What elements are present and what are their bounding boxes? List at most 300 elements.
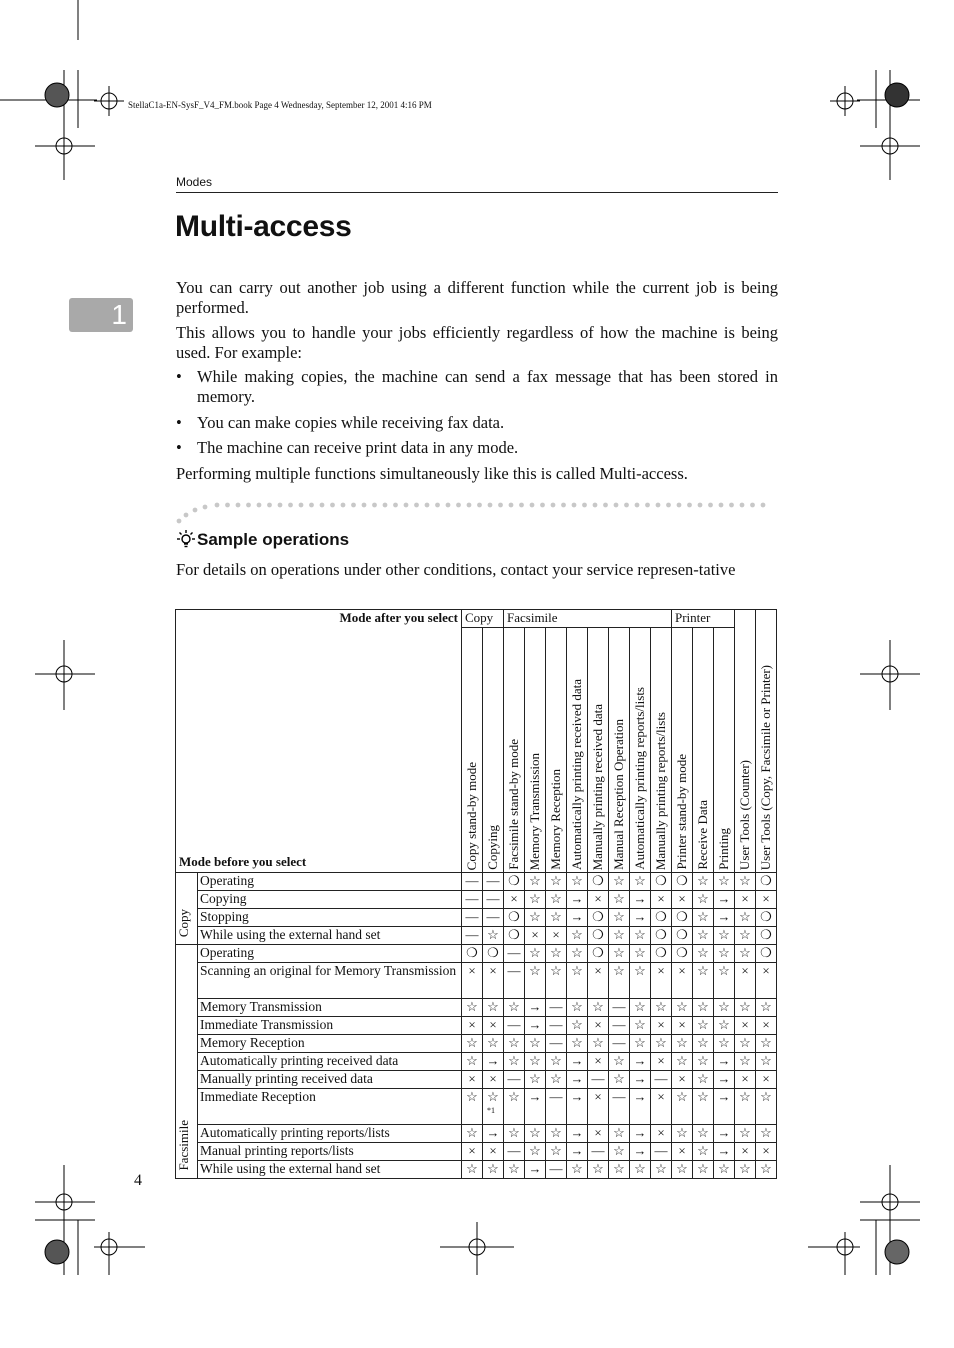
table-cell	[672, 1017, 693, 1035]
table-cell	[630, 1017, 651, 1035]
cell-symbol: ☆	[550, 909, 562, 924]
table-cell	[693, 927, 714, 945]
table-cell	[630, 963, 651, 999]
table-cell	[735, 1089, 756, 1125]
table-cell	[483, 963, 504, 999]
table-cell	[714, 999, 735, 1017]
table-cell	[504, 999, 525, 1017]
table-cell	[735, 963, 756, 999]
cell-symbol: →	[633, 1143, 647, 1158]
cell-symbol: →	[570, 891, 584, 906]
cell-symbol: ☆	[634, 1161, 646, 1176]
cell-symbol: ☆	[487, 1035, 499, 1050]
table-cell	[693, 873, 714, 891]
cell-symbol: —	[549, 1035, 563, 1050]
cell-symbol: ☆	[739, 1089, 751, 1104]
row-label: Memory Transmission	[198, 999, 462, 1017]
cell-symbol: →	[570, 1143, 584, 1158]
footnote-mark: *1	[487, 1106, 495, 1115]
cell-symbol: ×	[531, 927, 539, 942]
table-cell	[672, 1161, 693, 1179]
table-cell	[504, 909, 525, 927]
table-cell	[546, 1161, 567, 1179]
table-cell	[525, 1035, 546, 1053]
table-cell	[525, 963, 546, 999]
row-label: Manual printing reports/lists	[198, 1143, 462, 1161]
cell-symbol: ×	[489, 963, 497, 978]
cell-symbol: ☆	[613, 1071, 625, 1086]
table-cell	[735, 927, 756, 945]
cell-symbol: →	[570, 909, 584, 924]
table-cell	[630, 927, 651, 945]
table-cell	[630, 909, 651, 927]
table-cell	[756, 1143, 777, 1161]
chapter-tab	[69, 298, 133, 332]
cell-symbol: —	[612, 1017, 626, 1032]
cell-symbol: ☆	[760, 1053, 772, 1068]
cell-symbol: —	[507, 963, 521, 978]
cell-symbol: ❍	[760, 945, 772, 960]
cell-symbol: ☆	[697, 1053, 709, 1068]
table-cell	[588, 963, 609, 999]
table-row	[176, 891, 777, 909]
table-cell	[588, 1071, 609, 1089]
table-cell	[546, 927, 567, 945]
table-cell	[483, 1071, 504, 1089]
cell-symbol: ☆	[508, 1035, 520, 1050]
cell-symbol: ☆	[613, 891, 625, 906]
table-cell	[735, 873, 756, 891]
table-cell	[609, 1035, 630, 1053]
cell-symbol: ☆	[550, 873, 562, 888]
table-cell	[504, 1125, 525, 1143]
cell-symbol: ☆	[571, 1017, 583, 1032]
table-cell	[651, 1053, 672, 1071]
cell-symbol: ☆	[655, 1161, 667, 1176]
tip-heading: Sample operations	[197, 530, 350, 549]
table-cell	[588, 999, 609, 1017]
table-cell	[735, 999, 756, 1017]
cell-symbol: ☆	[739, 909, 751, 924]
column-header: Facsimile stand-by mode	[504, 628, 525, 873]
table-cell	[693, 1143, 714, 1161]
cell-symbol: ☆	[697, 945, 709, 960]
cell-symbol: →	[633, 1125, 647, 1140]
table-cell	[714, 963, 735, 999]
column-header: Memory Reception	[546, 628, 567, 873]
table-row	[176, 909, 777, 927]
table-row	[176, 963, 777, 999]
cell-symbol: ×	[657, 1125, 665, 1140]
cell-symbol: ☆	[466, 1053, 478, 1068]
table-cell	[462, 891, 483, 909]
intro-paragraph-2: This allows you to handle your jobs efficiently regardless of how the machine is being used. For example:	[176, 323, 778, 362]
table-cell	[672, 1089, 693, 1125]
table-cell	[609, 1125, 630, 1143]
cell-symbol: ☆	[571, 963, 583, 978]
cell-symbol: ×	[657, 1089, 665, 1104]
cell-symbol: ☆	[676, 1089, 688, 1104]
table-cell	[546, 1035, 567, 1053]
table-cell	[525, 891, 546, 909]
table-cell	[483, 873, 504, 891]
cell-symbol: ☆	[760, 1125, 772, 1140]
cell-symbol: ❍	[760, 927, 772, 942]
cell-symbol: ☆	[739, 1161, 751, 1176]
cell-symbol: ❍	[508, 873, 520, 888]
cell-symbol: ×	[468, 1143, 476, 1158]
mode-after-label: Mode after you select	[339, 610, 458, 625]
intro-paragraph-3: Performing multiple functions simultaneously like this is called Multi-access.	[176, 463, 688, 483]
bullet-item: • The machine can receive print data in any mode.	[176, 438, 778, 458]
cell-symbol: ☆	[613, 1161, 625, 1176]
cell-symbol: ☆	[529, 963, 541, 978]
table-cell	[651, 1143, 672, 1161]
cell-symbol: ×	[741, 1143, 749, 1158]
table-cell	[462, 927, 483, 945]
table-cell	[483, 927, 504, 945]
cell-symbol: ☆	[634, 873, 646, 888]
row-group-copy: Copy	[176, 873, 198, 945]
intro-paragraph-1: You can carry out another job using a different function while the current job is being performed.	[176, 278, 778, 317]
table-cell	[693, 891, 714, 909]
table-cell	[609, 1161, 630, 1179]
table-cell	[609, 999, 630, 1017]
cell-symbol: →	[486, 1125, 500, 1140]
cell-symbol: ☆	[655, 999, 667, 1014]
column-header: Copy stand-by mode	[462, 628, 483, 873]
row-label: Automatically printing reports/lists	[198, 1125, 462, 1143]
table-cell	[672, 1143, 693, 1161]
table-cell	[609, 1017, 630, 1035]
cell-symbol: ×	[468, 1071, 476, 1086]
cell-symbol: ☆	[487, 1161, 499, 1176]
cell-symbol: →	[528, 1161, 542, 1176]
table-cell	[567, 1125, 588, 1143]
table-cell	[588, 891, 609, 909]
table-cell	[525, 1143, 546, 1161]
table-cell	[735, 1017, 756, 1035]
table-cell	[525, 945, 546, 963]
row-label: Manually printing received data	[198, 1071, 462, 1089]
cell-symbol: ×	[594, 1089, 602, 1104]
cell-symbol: ❍	[592, 945, 604, 960]
column-header: Printing	[714, 628, 735, 873]
cell-symbol: ❍	[676, 909, 688, 924]
table-cell	[735, 1071, 756, 1089]
cell-symbol: ☆	[466, 999, 478, 1014]
table-row	[176, 1053, 777, 1071]
cell-symbol: ☆	[739, 1035, 751, 1050]
cell-symbol: →	[717, 1071, 731, 1086]
cell-symbol: ❍	[592, 909, 604, 924]
cell-symbol: —	[465, 909, 479, 924]
cell-symbol: —	[654, 1143, 668, 1158]
cell-symbol: ×	[594, 963, 602, 978]
cell-symbol: ☆	[718, 927, 730, 942]
cell-symbol: ☆	[718, 873, 730, 888]
table-cell	[567, 1035, 588, 1053]
cell-symbol: —	[654, 1071, 668, 1086]
table-cell	[756, 927, 777, 945]
table-cell	[546, 1143, 567, 1161]
cell-symbol: ☆	[697, 1017, 709, 1032]
cell-symbol: ☆	[529, 891, 541, 906]
table-cell	[504, 927, 525, 945]
cell-symbol: ❍	[655, 909, 667, 924]
table-cell	[756, 1125, 777, 1143]
cell-symbol: —	[591, 1071, 605, 1086]
cell-symbol: ❍	[655, 873, 667, 888]
cell-symbol: —	[486, 909, 500, 924]
table-cell	[483, 945, 504, 963]
cell-symbol: ☆	[529, 873, 541, 888]
table-cell	[672, 909, 693, 927]
table-cell	[630, 873, 651, 891]
table-cell	[693, 1035, 714, 1053]
cell-symbol: ❍	[760, 873, 772, 888]
table-cell	[693, 1071, 714, 1089]
table-cell	[567, 1161, 588, 1179]
row-label: Immediate Reception	[198, 1089, 462, 1125]
cell-symbol: —	[507, 1071, 521, 1086]
table-cell	[588, 1053, 609, 1071]
table-cell	[567, 1017, 588, 1035]
cell-symbol: ☆	[508, 1125, 520, 1140]
table-cell	[735, 1053, 756, 1071]
table-cell	[525, 873, 546, 891]
cell-symbol: ❍	[760, 909, 772, 924]
table-cell	[483, 909, 504, 927]
cell-symbol: ❍	[487, 945, 499, 960]
table-cell	[630, 1035, 651, 1053]
cell-symbol: ☆	[655, 1035, 667, 1050]
cell-symbol: ☆	[613, 873, 625, 888]
cell-symbol: ☆	[571, 873, 583, 888]
table-cell	[630, 1071, 651, 1089]
cell-symbol: ×	[762, 1071, 770, 1086]
cell-symbol: —	[612, 1035, 626, 1050]
mode-before-label: Mode before you select	[179, 854, 307, 869]
cell-symbol: ❍	[508, 909, 520, 924]
cell-symbol: →	[570, 1053, 584, 1068]
intro-text	[176, 278, 778, 483]
cell-symbol: ☆	[529, 1053, 541, 1068]
table-cell	[546, 1053, 567, 1071]
table-cell	[609, 873, 630, 891]
dotted-divider	[176, 500, 778, 530]
cell-symbol: ☆	[550, 1125, 562, 1140]
cell-symbol: →	[633, 1089, 647, 1104]
table-cell	[672, 891, 693, 909]
cell-symbol: ☆	[676, 1053, 688, 1068]
table-cell	[714, 1143, 735, 1161]
table-cell	[672, 927, 693, 945]
table-cell	[714, 1089, 735, 1125]
table-cell	[504, 873, 525, 891]
header-rule	[176, 192, 778, 193]
cell-symbol: ☆	[550, 945, 562, 960]
cell-symbol: —	[612, 999, 626, 1014]
cell-symbol: ☆	[718, 963, 730, 978]
cell-symbol: ☆	[697, 909, 709, 924]
cell-symbol: ☆	[697, 927, 709, 942]
cell-symbol: →	[528, 999, 542, 1014]
bullet-item: • You can make copies while receiving fax data.	[176, 413, 778, 433]
cell-symbol: ☆	[697, 999, 709, 1014]
table-cell	[735, 1035, 756, 1053]
table-cell	[693, 1053, 714, 1071]
table-cell	[483, 1161, 504, 1179]
table-cell	[693, 1161, 714, 1179]
table-cell	[693, 999, 714, 1017]
table-row	[176, 1161, 777, 1179]
cell-symbol: ×	[741, 963, 749, 978]
cell-symbol: ☆	[508, 999, 520, 1014]
table-cell	[525, 1017, 546, 1035]
cell-symbol: ☆	[676, 1035, 688, 1050]
table-corner-header	[176, 610, 462, 873]
column-header: Manual Reception Operation	[609, 628, 630, 873]
table-cell	[756, 873, 777, 891]
table-cell	[567, 963, 588, 999]
cell-symbol: ☆	[613, 1053, 625, 1068]
cell-symbol: ×	[489, 1143, 497, 1158]
table-cell	[630, 1053, 651, 1071]
column-header: Manually printing reports/lists	[651, 628, 672, 873]
table-row	[176, 1035, 777, 1053]
table-cell	[672, 1053, 693, 1071]
cell-symbol: ☆	[634, 1017, 646, 1032]
cell-symbol: ☆	[529, 1071, 541, 1086]
table-cell	[462, 873, 483, 891]
table-cell	[504, 1143, 525, 1161]
table-cell	[525, 927, 546, 945]
cell-symbol: ❍	[676, 945, 688, 960]
table-cell	[525, 909, 546, 927]
cell-symbol: →	[717, 909, 731, 924]
table-cell	[462, 1089, 483, 1125]
table-cell	[483, 1143, 504, 1161]
table-cell	[630, 999, 651, 1017]
table-row	[176, 1143, 777, 1161]
table-cell	[567, 873, 588, 891]
table-cell	[756, 1071, 777, 1089]
cell-symbol: ×	[468, 963, 476, 978]
cell-symbol: →	[717, 891, 731, 906]
table-cell	[609, 963, 630, 999]
cell-symbol: ☆	[697, 891, 709, 906]
table-cell	[462, 963, 483, 999]
table-cell	[462, 999, 483, 1017]
cell-symbol: ❍	[655, 945, 667, 960]
table-cell	[630, 1161, 651, 1179]
cell-symbol: ☆	[760, 1161, 772, 1176]
table-cell	[588, 1125, 609, 1143]
column-header: Automatically printing received data	[567, 628, 588, 873]
table-cell	[735, 1143, 756, 1161]
cell-symbol: ☆	[634, 963, 646, 978]
cell-symbol: →	[717, 1143, 731, 1158]
group-header-printer: Printer	[672, 610, 735, 628]
table-cell	[756, 963, 777, 999]
cell-symbol: ☆	[634, 1035, 646, 1050]
row-label: While using the external hand set	[198, 1161, 462, 1179]
table-cell	[588, 909, 609, 927]
table-cell	[693, 945, 714, 963]
row-label: Operating	[198, 945, 462, 963]
table-cell	[462, 1017, 483, 1035]
chapter-number: 1	[111, 299, 127, 330]
cell-symbol: ☆	[487, 927, 499, 942]
table-cell	[588, 927, 609, 945]
cell-symbol: ×	[678, 1017, 686, 1032]
cell-symbol: ×	[678, 891, 686, 906]
cell-symbol: ☆	[634, 945, 646, 960]
cell-symbol: ❍	[592, 873, 604, 888]
cell-symbol: ☆	[613, 927, 625, 942]
cell-symbol: ☆	[760, 1035, 772, 1050]
bullet-item: • While making copies, the machine can send a fax message that has been stored in memory.	[176, 367, 778, 406]
cell-symbol: ☆	[508, 1053, 520, 1068]
column-header: Manually printing received data	[588, 628, 609, 873]
book-header: StellaC1a-EN-SysF_V4_FM.book Page 4 Wednesday, September 12, 2001 4:16 PM	[128, 100, 432, 110]
cell-symbol: ☆	[487, 999, 499, 1014]
cell-symbol: ☆	[592, 999, 604, 1014]
cell-symbol: ☆	[550, 963, 562, 978]
table-cell	[609, 891, 630, 909]
table-cell	[546, 873, 567, 891]
table-cell	[693, 1089, 714, 1125]
cell-symbol: ×	[678, 963, 686, 978]
page-title: Multi-access	[175, 210, 352, 243]
cell-symbol: —	[507, 945, 521, 960]
table-cell	[609, 1071, 630, 1089]
cell-symbol: ☆	[718, 999, 730, 1014]
cell-symbol: ☆	[634, 999, 646, 1014]
table-cell	[462, 1161, 483, 1179]
table-cell	[525, 1125, 546, 1143]
cell-symbol: →	[633, 1071, 647, 1086]
table-cell	[630, 945, 651, 963]
cell-symbol: ☆	[529, 1035, 541, 1050]
row-label: Stopping	[198, 909, 462, 927]
table-cell	[462, 909, 483, 927]
cell-symbol: ×	[678, 1071, 686, 1086]
cell-symbol: ×	[762, 1143, 770, 1158]
cell-symbol: →	[633, 909, 647, 924]
cell-symbol: ×	[594, 1125, 602, 1140]
table-cell	[504, 1035, 525, 1053]
cell-symbol: ☆	[739, 1053, 751, 1068]
table-cell	[462, 945, 483, 963]
cell-symbol: ×	[594, 891, 602, 906]
cell-symbol: →	[633, 1053, 647, 1068]
row-label: Immediate Transmission	[198, 1017, 462, 1035]
table-cell	[651, 1125, 672, 1143]
table-cell	[483, 1125, 504, 1143]
table-cell	[483, 1035, 504, 1053]
table-cell	[756, 1035, 777, 1053]
cell-symbol: —	[465, 873, 479, 888]
table-cell	[672, 1071, 693, 1089]
table-cell	[483, 1053, 504, 1071]
table-cell	[567, 909, 588, 927]
cell-symbol: ☆	[592, 1161, 604, 1176]
cell-symbol: —	[486, 891, 500, 906]
column-header: Receive Data	[693, 628, 714, 873]
cell-symbol: ☆	[739, 945, 751, 960]
